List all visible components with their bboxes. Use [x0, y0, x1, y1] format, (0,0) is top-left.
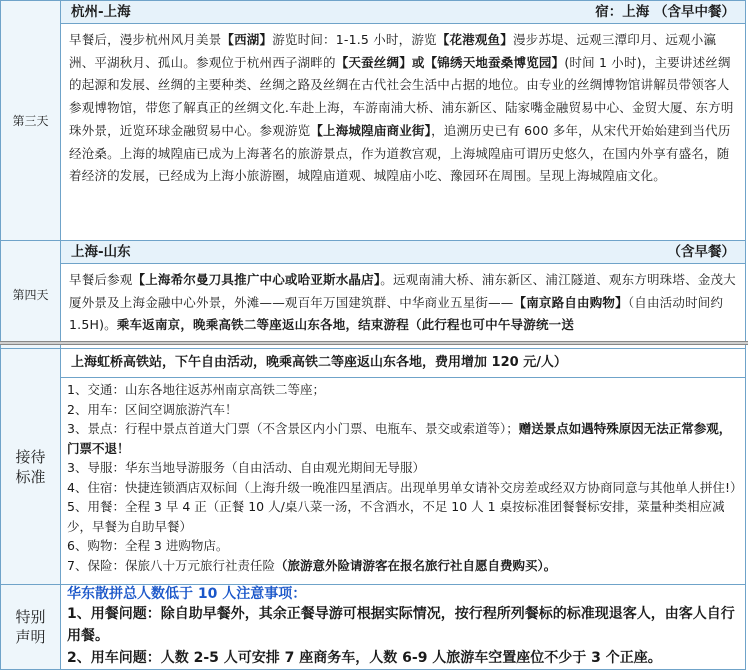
service-spots: [67, 419, 739, 458]
service-hotel: 4、住宿：快捷连锁酒店双标间（上海升级一晚准四星酒店。出现单男单女请补交房差或经双方协商同意与其他单人拼住!）: [67, 479, 743, 495]
service-insure-note: （旅游意外险请游客在报名旅行社自愿自费购买）。: [274, 557, 557, 573]
service-label-cell: [1, 349, 61, 585]
day3-label-cell: [1, 1, 61, 241]
day3-stay: 宿：上海 （含早中餐）: [595, 4, 735, 20]
day4-return-note: 乘车返南京，晚乘高铁二等座返山东各地，结束游程（此行程也可中午导游统一送: [116, 317, 575, 333]
service-car: 2、用车：区间空调旅游汽车！: [67, 401, 238, 417]
day4-description: [61, 264, 746, 349]
day3-header: [61, 1, 746, 24]
day4-label-cell: [1, 241, 61, 349]
day3-text-3: 漫步苏堤、远观三潭印月、远观小瀛洲、平湖秋月、孤山。参观位于杭州西子湖畔的: [69, 32, 717, 70]
day3-title: 杭州-上海: [71, 4, 131, 20]
day3-spot-huagang: 【花港观鱼】: [436, 32, 513, 47]
day3-spot-westlake: 【西湖】: [221, 32, 273, 47]
day4-header: [61, 241, 746, 264]
service-spots-text: 3、景点：行程中景点首道大门票（不含景区内小门票、电瓶车、景交或索道等）；: [67, 421, 519, 436]
service-insure-text: 7、保险：保旅八十万元旅行社责任险: [67, 557, 275, 573]
day3-label: 第三天: [12, 114, 49, 128]
notes-title: 华东散拼总人数低于 10 人注意事项：: [67, 586, 307, 602]
notes-label-cell: [1, 585, 61, 670]
service-guide: 3、导服：华东当地导游服务（自由活动、自由观光期间无导服）: [67, 460, 425, 475]
page-separator: [0, 341, 748, 345]
service-label: 接待标准: [15, 447, 46, 486]
service-spots-note: 赠送景点如遇特殊原因无法正常参观，门票不退！: [67, 421, 732, 456]
day4-text-3: （自由活动时间约 1.5H)。: [69, 294, 724, 333]
day3-description: [61, 24, 746, 241]
service-insure: [67, 556, 739, 576]
day4-stay: （含早餐）: [667, 244, 735, 260]
day4-text-2: 。远观南浦大桥、浦东新区、浦江隧道、观东方明珠塔、金茂大厦外景及上海金融中心外景，外滩——观百年万国建筑群、中华商业五星街——: [69, 272, 736, 310]
day4-spot-nanjingroad: 【南京路自由购物】: [513, 294, 628, 310]
notes-item-2: 2、用车问题：人数 2-5 人可安排 7 座商务车，人数 6-9 人旅游车空置座位不少于 3 个正座。: [67, 650, 662, 666]
day3-spot-chenghuang: 【上海城隍庙商业街】: [310, 122, 432, 138]
service-list: [61, 378, 746, 585]
notes-item-1: 1、用餐问题：除自助早餐外，其余正餐导游可根据实际情况，按行程所列餐标的标准现退客人，由客人自行用餐。: [67, 606, 735, 644]
day3-text-2: 游览时间：1-1.5 小时，游览: [272, 32, 437, 47]
service-shop: 6、购物：全程 3 进购物店。: [67, 538, 229, 553]
day4-text-1: 早餐后参观: [69, 272, 133, 287]
day4-spot-knife: 【上海希尔曼刀具推广中心或哈亚斯水晶店】: [132, 272, 381, 287]
service-traffic: 1、交通：山东各地往返苏州南京高铁二等座；: [67, 382, 325, 397]
service-head: 上海虹桥高铁站，下午自由活动，晚乘高铁二等座返山东各地，费用增加 120 元/人）: [61, 349, 746, 378]
service-meal: 5、用餐：全程 3 早 4 正（正餐 10 人/桌八菜一汤，不含酒水，不足 10 人 1 桌按标准团餐餐标安排，菜量种类相应减少，早餐为自助早餐）: [67, 499, 725, 534]
notes-body: [61, 585, 746, 670]
day3-spot-silk: 【天蚕丝绸】或【锦绣天地蚕桑博览园】: [335, 54, 565, 70]
notes-label: 特别声明: [15, 608, 46, 646]
day4-label: 第四天: [12, 288, 49, 302]
day3-text-1: 早餐后，漫步杭州风月美景: [69, 32, 222, 47]
day3-text-5: ，追溯历史已有 600 多年，从宋代开始始建到当代历经沧桑。上海的城隍庙已成为上海著名的旅游景点，作为道教宫观，上海城隍庙可谓历史悠久，在国内外享有盛名，随着经济的发展，已经成为上海小旅游圈，城隍庙道观、城隍庙小吃、豫园环在周围。呈现上海城隍庙文化。: [69, 122, 731, 184]
day4-title: 上海-山东: [71, 244, 131, 260]
day3-text-4: (时间 1 小时)，主要讲述丝绸的起源和发展、丝绸的主要种类、丝绸之路及丝绸在古代社会生活中占据的地位。由专业的丝绸博物馆讲解员带领客人参观博物馆，带您了解真正的丝绸文化.车赴上海，车游南浦大桥、浦东新区、陆家嘴金融贸易中心、金贸大厦、东方明珠外景，近览环球金融贸易中心。参观游览: [69, 54, 734, 138]
terms-table: [0, 348, 746, 670]
